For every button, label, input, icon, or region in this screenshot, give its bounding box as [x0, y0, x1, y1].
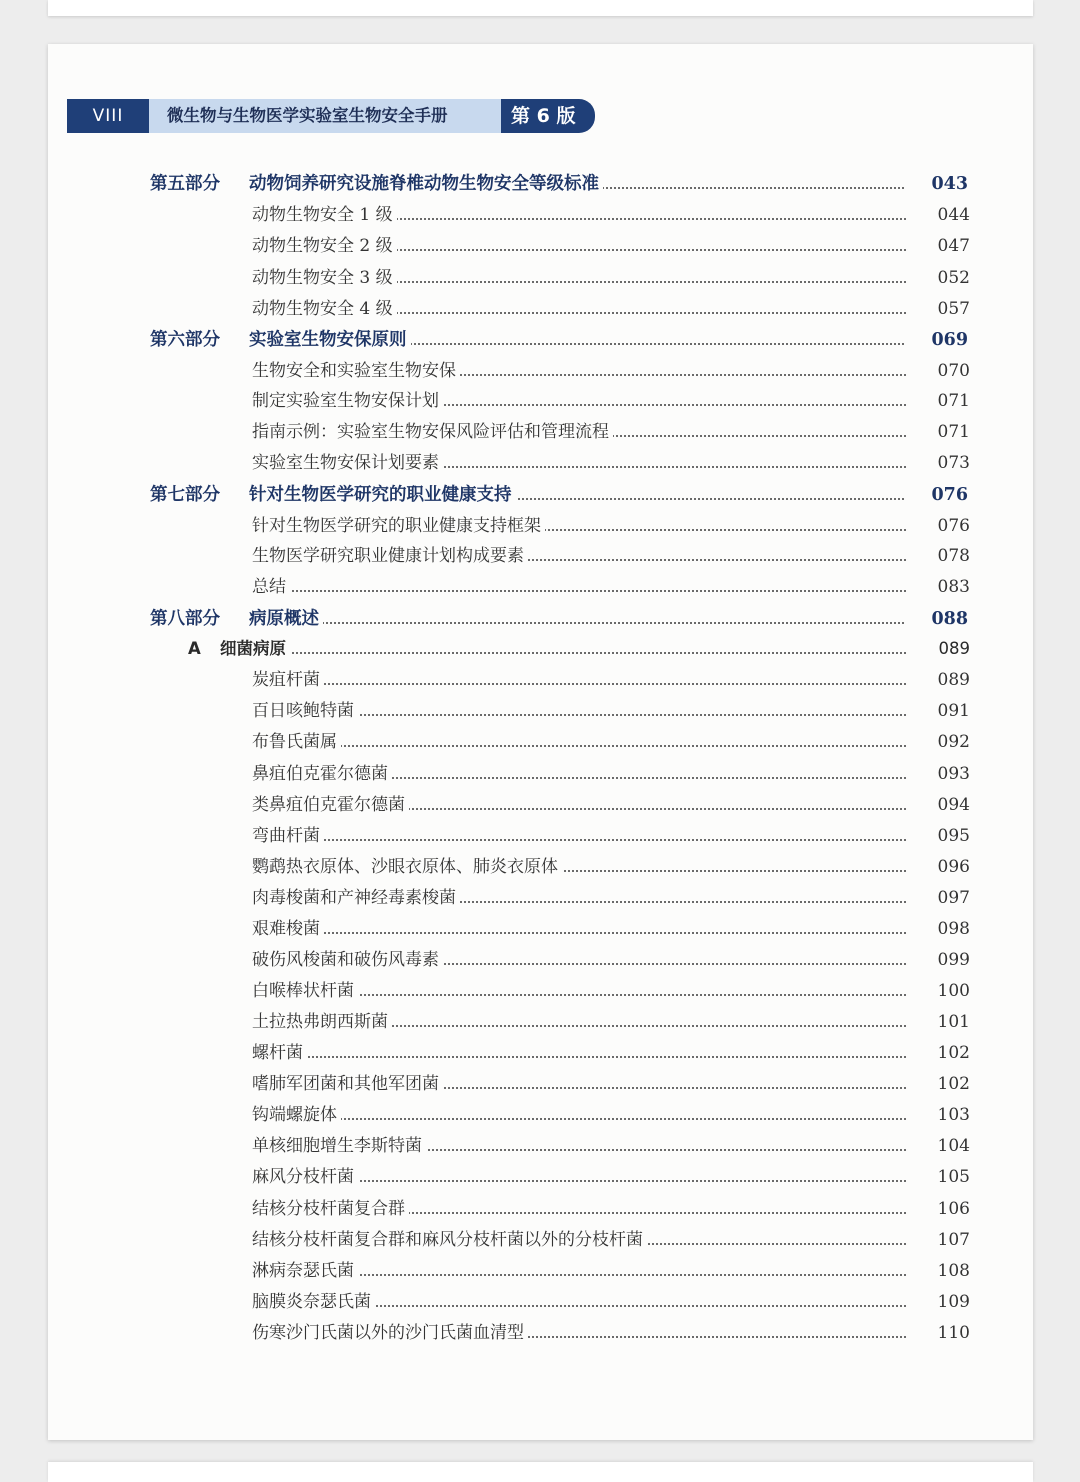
toc-entry-label — [252, 1163, 358, 1191]
toc-entry-label — [252, 884, 460, 912]
toc-entry — [48, 512, 1033, 540]
toc-page-number: 047 — [906, 232, 970, 260]
toc-entry-label — [150, 170, 603, 198]
toc-page-number: 092 — [906, 728, 970, 756]
toc-entry-label — [252, 1257, 358, 1285]
toc-entry — [48, 573, 1033, 601]
toc-page-number: 088 — [904, 605, 968, 633]
toc-entry-title: 病原概述 — [249, 609, 319, 629]
toc-page-number: 069 — [904, 326, 968, 354]
toc-entry — [48, 232, 1033, 260]
dot-leader — [256, 745, 930, 747]
previous-page-edge — [48, 0, 1033, 16]
toc-entry-title: 类鼻疽伯克霍尔德菌 — [252, 795, 405, 815]
toc-entry-title: 伤寒沙门氏菌以外的沙门氏菌血清型 — [252, 1323, 524, 1343]
toc-entry — [48, 201, 1033, 229]
toc-entry-title: 动物生物安全 4 级 — [252, 299, 393, 319]
book-title-band — [149, 99, 501, 133]
toc-entry-title: 麻风分枝杆菌 — [252, 1167, 354, 1187]
toc-entry-title: 脑膜炎奈瑟氏菌 — [252, 1292, 371, 1312]
toc-entry — [48, 946, 1033, 974]
toc-entry-label — [252, 1195, 409, 1223]
toc-entry — [48, 853, 1033, 881]
toc-entry-title: 生物医学研究职业健康计划构成要素 — [252, 546, 524, 566]
toc-entry — [48, 822, 1033, 850]
toc-entry — [48, 1257, 1033, 1285]
toc-entry — [48, 1101, 1033, 1129]
toc-entry-label — [252, 201, 397, 229]
toc-entry-label — [252, 357, 460, 385]
toc-entry-label — [188, 635, 290, 663]
toc-page-number: 096 — [906, 853, 970, 881]
toc-entry-title: 实验室生物安保计划要素 — [252, 453, 439, 473]
toc-page-number: 043 — [904, 170, 968, 198]
toc-entry-title: 制定实验室生物安保计划 — [252, 391, 439, 411]
toc-page-number: 097 — [906, 884, 970, 912]
toc-entry-label — [252, 573, 290, 601]
toc-entry-title: 针对生物医学研究的职业健康支持框架 — [252, 516, 541, 536]
toc-entry-label — [252, 1039, 307, 1067]
toc-entry — [48, 791, 1033, 819]
toc-entry-label — [252, 1132, 426, 1160]
toc-page-number: 110 — [906, 1319, 970, 1347]
dot-leader — [256, 1056, 930, 1058]
toc-entry-label — [252, 666, 324, 694]
toc-page-number: 103 — [906, 1101, 970, 1129]
toc-entry-title: 嗜肺军团菌和其他军团菌 — [252, 1074, 439, 1094]
toc-page-number: 076 — [906, 512, 970, 540]
toc-page-number: 104 — [906, 1132, 970, 1160]
page-header-banner — [67, 99, 595, 133]
toc-page-number: 105 — [906, 1163, 970, 1191]
toc-entry-title: 细菌病原 — [220, 639, 286, 658]
toc-entry — [48, 1195, 1033, 1223]
toc-entry-title: 动物饲养研究设施脊椎动物生物安全等级标准 — [249, 174, 599, 194]
toc-entry-label — [252, 232, 397, 260]
toc-entry-title: 鼻疽伯克霍尔德菌 — [252, 764, 388, 784]
toc-entry-title: 动物生物安全 2 级 — [252, 236, 393, 256]
dot-leader — [192, 652, 930, 654]
toc-entry-title: 结核分枝杆菌复合群和麻风分枝杆菌以外的分枝杆菌 — [252, 1230, 643, 1250]
section-letter: A — [188, 639, 201, 658]
toc-entry — [48, 915, 1033, 943]
edition-badge: 第 6 版 — [501, 99, 595, 133]
toc-entry-title: 艰难梭菌 — [252, 919, 320, 939]
toc-entry — [48, 760, 1033, 788]
toc-entry-label — [252, 418, 613, 446]
toc-entry-title: 布鲁氏菌属 — [252, 732, 337, 752]
toc-entry-title: 螺杆菌 — [252, 1043, 303, 1063]
toc-entry-label — [252, 1288, 375, 1316]
toc-part-entry — [48, 481, 1033, 509]
toc-page-number: 044 — [906, 201, 970, 229]
toc-entry-title: 淋病奈瑟氏菌 — [252, 1261, 354, 1281]
toc-entry-title: 炭疽杆菌 — [252, 670, 320, 690]
toc-page-number: 106 — [906, 1195, 970, 1223]
dot-leader — [256, 839, 930, 841]
toc-entry-label — [252, 1319, 528, 1347]
toc-page-number: 057 — [906, 295, 970, 323]
toc-part-entry — [48, 326, 1033, 354]
toc-entry-label — [252, 264, 397, 292]
toc-entry-title: 白喉棒状杆菌 — [252, 981, 354, 1001]
toc-entry-title: 百日咳鲍特菌 — [252, 701, 354, 721]
toc-entry-label — [150, 605, 323, 633]
toc-entry-title: 弯曲杆菌 — [252, 826, 320, 846]
dot-leader — [256, 590, 930, 592]
part-number: 第六部分 — [150, 330, 220, 350]
toc-page-number: 102 — [906, 1039, 970, 1067]
toc-entry-label — [252, 728, 341, 756]
toc-page-number: 102 — [906, 1070, 970, 1098]
toc-entry-label — [252, 1226, 647, 1254]
toc-entry-title: 动物生物安全 1 级 — [252, 205, 393, 225]
toc-entry-title: 破伤风梭菌和破伤风毒素 — [252, 950, 439, 970]
toc-page-number: 052 — [906, 264, 970, 292]
toc-entry — [48, 697, 1033, 725]
toc-entry-label — [252, 977, 358, 1005]
toc-entry — [48, 1070, 1033, 1098]
page-number: VIII — [67, 99, 149, 133]
toc-entry — [48, 295, 1033, 323]
toc-page-number: 071 — [906, 418, 970, 446]
toc-entry — [48, 666, 1033, 694]
toc-entry-label — [252, 853, 562, 881]
dot-leader — [256, 932, 930, 934]
dot-leader — [256, 683, 930, 685]
toc-entry — [48, 1008, 1033, 1036]
toc-entry — [48, 264, 1033, 292]
next-page-edge — [48, 1462, 1033, 1482]
dot-leader — [256, 1118, 930, 1120]
toc-entry-label — [252, 697, 358, 725]
toc-entry — [48, 1226, 1033, 1254]
toc-entry-label — [252, 449, 443, 477]
toc-entry-label — [252, 1070, 443, 1098]
toc-entry — [48, 977, 1033, 1005]
toc-page-number: 107 — [906, 1226, 970, 1254]
toc-entry-title: 针对生物医学研究的职业健康支持 — [249, 485, 512, 505]
toc-entry — [48, 1039, 1033, 1067]
toc-page-number: 109 — [906, 1288, 970, 1316]
toc-entry-label — [252, 760, 392, 788]
toc-page-number: 089 — [906, 635, 970, 663]
toc-section-entry — [48, 635, 1033, 663]
toc-page-number: 073 — [906, 449, 970, 477]
toc-entry-label — [150, 326, 411, 354]
toc-entry-label — [252, 946, 443, 974]
toc-page-number: 099 — [906, 946, 970, 974]
toc-part-entry — [48, 170, 1033, 198]
toc-entry-label — [252, 387, 443, 415]
toc-part-entry — [48, 605, 1033, 633]
toc-page-number: 078 — [906, 542, 970, 570]
toc-page-number: 091 — [906, 697, 970, 725]
toc-page-number: 083 — [906, 573, 970, 601]
toc-entry — [48, 542, 1033, 570]
toc-entry — [48, 449, 1033, 477]
toc-entry-label — [252, 791, 409, 819]
book-page — [48, 44, 1033, 1440]
toc-entry — [48, 1288, 1033, 1316]
toc-entry-title: 土拉热弗朗西斯菌 — [252, 1012, 388, 1032]
book-title: 微生物与生物医学实验室生物安全手册 — [167, 106, 448, 125]
toc-page-number: 076 — [904, 481, 968, 509]
toc-entry-label — [252, 295, 397, 323]
toc-entry-title: 肉毒梭菌和产神经毒素梭菌 — [252, 888, 456, 908]
toc-entry-label — [252, 915, 324, 943]
toc-page-number: 093 — [906, 760, 970, 788]
toc-entry-title: 生物安全和实验室生物安保 — [252, 361, 456, 381]
toc-page-number: 089 — [906, 666, 970, 694]
toc-page-number: 101 — [906, 1008, 970, 1036]
toc-page-number: 070 — [906, 357, 970, 385]
part-number: 第八部分 — [150, 609, 220, 629]
toc-page-number: 095 — [906, 822, 970, 850]
toc-entry-label — [150, 481, 516, 509]
toc-page-number: 098 — [906, 915, 970, 943]
toc-entry-title: 实验室生物安保原则 — [249, 330, 407, 350]
part-number: 第七部分 — [150, 485, 220, 505]
toc-entry-label — [252, 512, 545, 540]
toc-entry-title: 钩端螺旋体 — [252, 1105, 337, 1125]
part-number: 第五部分 — [150, 174, 220, 194]
toc-entry-label — [252, 1101, 341, 1129]
toc-entry — [48, 387, 1033, 415]
toc-entry-label — [252, 822, 324, 850]
toc-entry-title: 单核细胞增生李斯特菌 — [252, 1136, 422, 1156]
toc-entry-label — [252, 542, 528, 570]
toc-entry-title: 指南示例：实验室生物安保风险评估和管理流程 — [252, 422, 609, 442]
toc-page-number: 108 — [906, 1257, 970, 1285]
toc-entry — [48, 357, 1033, 385]
toc-entry — [48, 1163, 1033, 1191]
toc-entry-title: 结核分枝杆菌复合群 — [252, 1199, 405, 1219]
toc-entry-label — [252, 1008, 392, 1036]
toc-page-number: 094 — [906, 791, 970, 819]
toc-entry-title: 总结 — [252, 577, 286, 597]
toc-entry — [48, 418, 1033, 446]
toc-page-number: 100 — [906, 977, 970, 1005]
toc-page-number: 071 — [906, 387, 970, 415]
toc-entry — [48, 1319, 1033, 1347]
toc-entry-title: 动物生物安全 3 级 — [252, 268, 393, 288]
toc-entry — [48, 884, 1033, 912]
toc-entry — [48, 1132, 1033, 1160]
toc-entry-title: 鹦鹉热衣原体、沙眼衣原体、肺炎衣原体 — [252, 857, 558, 877]
toc-entry — [48, 728, 1033, 756]
